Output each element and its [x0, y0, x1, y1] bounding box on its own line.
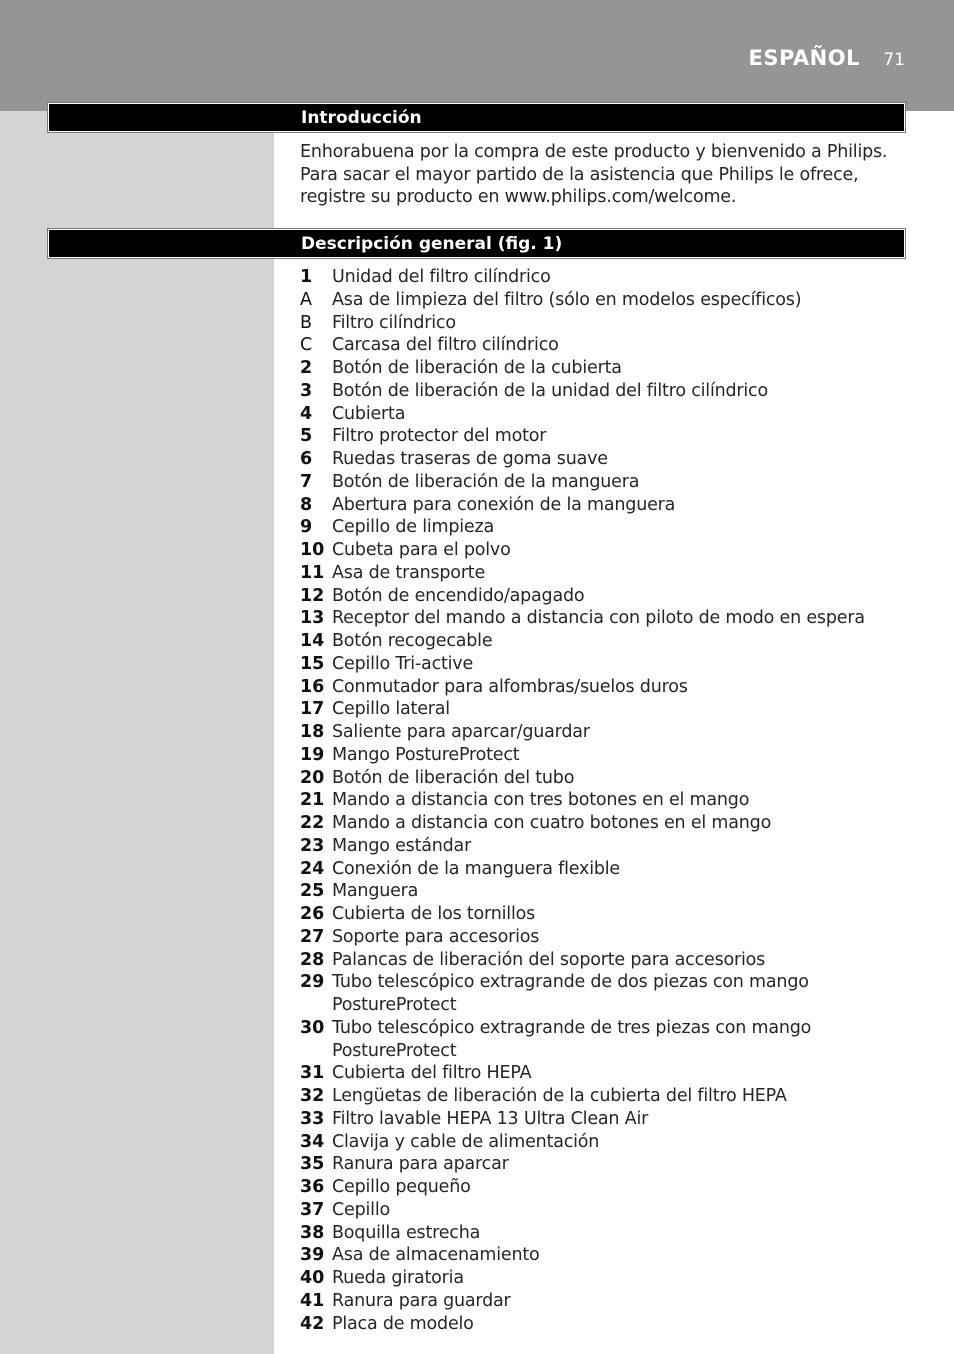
- part-label: Carcasa del filtro cilíndrico: [332, 335, 559, 356]
- part-label: Ranura para aparcar: [332, 1154, 509, 1175]
- list-item: [300, 289, 920, 312]
- list-item: [300, 926, 920, 949]
- part-label: Manguera: [332, 881, 419, 902]
- list-item: [300, 1244, 920, 1267]
- part-number: 20: [300, 767, 325, 788]
- part-label: Tubo telescópico extragrande de tres piezas con mango PostureProtect: [332, 1017, 812, 1061]
- list-item: [300, 380, 920, 403]
- part-label: Clavija y cable de alimentación: [332, 1131, 600, 1152]
- part-number: 41: [300, 1290, 325, 1311]
- part-number: 1: [300, 267, 313, 287]
- list-item: [300, 1108, 920, 1131]
- list-item: [300, 1222, 920, 1245]
- part-number: 27: [300, 926, 325, 947]
- part-label: Filtro lavable HEPA 13 Ultra Clean Air: [332, 1108, 649, 1129]
- part-label: Botón de liberación de la cubierta: [332, 358, 622, 378]
- list-item: [300, 357, 920, 380]
- list-item: [300, 1017, 920, 1063]
- part-label: Mango estándar: [332, 835, 472, 856]
- list-item: [300, 585, 920, 608]
- part-label: Asa de transporte: [332, 562, 486, 583]
- list-item: [300, 698, 920, 721]
- part-label: Tubo telescópico extragrande de dos piezas con mango PostureProtect: [332, 972, 809, 1015]
- part-number: 37: [300, 1199, 325, 1220]
- part-number: B: [300, 312, 313, 333]
- part-label: Cubierta del filtro HEPA: [332, 1063, 532, 1084]
- part-label: Cubierta de los tornillos: [332, 904, 536, 924]
- list-item: [300, 835, 920, 858]
- part-number: 32: [300, 1086, 325, 1106]
- part-number: 13: [300, 608, 325, 629]
- list-item: [300, 607, 920, 630]
- part-label: Asa de almacenamiento: [332, 1245, 540, 1266]
- list-item: [300, 744, 920, 767]
- list-item: [300, 858, 920, 881]
- part-label: Mando a distancia con tres botones en el mango: [332, 790, 750, 811]
- section-header-introduction: [48, 103, 905, 132]
- part-label: Botón de liberación de la manguera: [332, 471, 640, 492]
- part-number: 14: [300, 631, 325, 651]
- part-number: 25: [300, 881, 325, 902]
- list-item: [300, 1062, 920, 1085]
- list-item: [300, 880, 920, 903]
- part-number: 24: [300, 858, 325, 879]
- list-item: [300, 1176, 920, 1199]
- part-label: Cepillo lateral: [332, 699, 450, 720]
- part-number: 36: [300, 1177, 325, 1197]
- part-label: Rueda giratoria: [332, 1268, 464, 1288]
- part-number: 22: [300, 813, 325, 833]
- part-number: 23: [300, 835, 325, 856]
- part-label: Botón de liberación del tubo: [332, 767, 575, 788]
- part-number: 9: [300, 517, 313, 538]
- part-label: Conmutador para alfombras/suelos duros: [332, 676, 688, 697]
- list-item: [300, 1267, 920, 1290]
- list-item: [300, 1199, 920, 1222]
- part-label: Ruedas traseras de goma suave: [332, 449, 608, 469]
- section-title-introduction: Introducción: [301, 108, 422, 128]
- list-item: [300, 949, 920, 972]
- list-item: [300, 494, 920, 517]
- part-number: 17: [300, 699, 325, 720]
- part-number: 28: [300, 949, 325, 970]
- part-label: Soporte para accesorios: [332, 926, 540, 947]
- part-label: Abertura para conexión de la manguera: [332, 494, 676, 515]
- part-number: 12: [300, 585, 325, 606]
- list-item: [300, 1290, 920, 1313]
- part-number: 3: [300, 380, 313, 401]
- part-number: 15: [300, 653, 325, 674]
- part-label: Cubierta: [332, 403, 406, 424]
- list-item: [300, 789, 920, 812]
- part-label: Boquilla estrecha: [332, 1222, 481, 1243]
- part-number: 6: [300, 449, 313, 469]
- list-item: [300, 630, 920, 653]
- part-label: Cepillo: [332, 1199, 390, 1220]
- list-item: [300, 653, 920, 676]
- part-number: 33: [300, 1108, 325, 1129]
- list-item: [300, 1153, 920, 1176]
- part-number: 31: [300, 1063, 325, 1084]
- part-label: Cepillo pequeño: [332, 1177, 471, 1197]
- part-label: Unidad del filtro cilíndrico: [332, 267, 551, 287]
- part-number: C: [300, 335, 313, 356]
- part-number: 30: [300, 1017, 325, 1038]
- part-label: Lengüetas de liberación de la cubierta del filtro HEPA: [332, 1086, 787, 1106]
- part-number: 40: [300, 1268, 325, 1288]
- part-number: 8: [300, 494, 313, 515]
- part-number: A: [300, 289, 312, 310]
- part-label: Filtro protector del motor: [332, 426, 547, 447]
- part-number: 19: [300, 744, 325, 765]
- part-number: 38: [300, 1222, 325, 1243]
- part-label: Placa de modelo: [332, 1313, 474, 1334]
- part-label: Receptor del mando a distancia con piloto de modo en espera: [332, 608, 865, 629]
- part-number: 16: [300, 676, 325, 697]
- part-number: 39: [300, 1245, 325, 1266]
- list-item: [300, 1131, 920, 1154]
- section-header-overview: [48, 229, 905, 258]
- part-label: Mando a distancia con cuatro botones en el mango: [332, 813, 772, 833]
- list-item: [300, 903, 920, 926]
- language-heading: ESPAÑOL: [748, 46, 860, 70]
- part-label: Conexión de la manguera flexible: [332, 858, 620, 879]
- part-label: Cubeta para el polvo: [332, 540, 511, 560]
- part-number: 29: [300, 972, 325, 993]
- list-item: [300, 1085, 920, 1108]
- list-item: [300, 448, 920, 471]
- list-item: [300, 539, 920, 562]
- part-number: 5: [300, 426, 313, 447]
- part-number: 2: [300, 358, 313, 378]
- part-number: 21: [300, 790, 325, 811]
- part-label: Ranura para guardar: [332, 1290, 511, 1311]
- part-label: Botón recogecable: [332, 631, 493, 651]
- list-item: [300, 471, 920, 494]
- list-item: [300, 516, 920, 539]
- part-number: 4: [300, 403, 313, 424]
- part-label: Botón de encendido/apagado: [332, 585, 585, 606]
- list-item: [300, 403, 920, 426]
- part-label: Cepillo de limpieza: [332, 517, 495, 538]
- list-item: [300, 312, 920, 335]
- list-item: [300, 562, 920, 585]
- list-item: [300, 971, 920, 1017]
- parts-list: [300, 266, 920, 1335]
- intro-paragraph: Enhorabuena por la compra de este producto y bienvenido a Philips. Para sacar el mayor partido de la asistencia que Philips le ofrece, registre su producto en www.philips.com/welcome.: [300, 142, 888, 208]
- section-title-overview: Descripción general (fig. 1): [301, 234, 563, 254]
- part-number: 7: [300, 471, 313, 492]
- part-number: 34: [300, 1131, 325, 1152]
- part-label: Saliente para aparcar/guardar: [332, 722, 590, 742]
- page-number: 71: [883, 50, 905, 70]
- part-number: 10: [300, 540, 325, 560]
- list-item: [300, 425, 920, 448]
- part-number: 26: [300, 904, 325, 924]
- list-item: [300, 767, 920, 790]
- list-item: [300, 266, 920, 289]
- part-label: Mango PostureProtect: [332, 744, 520, 765]
- part-label: Botón de liberación de la unidad del filtro cilíndrico: [332, 380, 768, 401]
- list-item: [300, 721, 920, 744]
- list-item: [300, 812, 920, 835]
- list-item: [300, 334, 920, 357]
- list-item: [300, 676, 920, 699]
- part-label: Cepillo Tri-active: [332, 653, 474, 674]
- part-number: 18: [300, 722, 325, 742]
- list-item: [300, 1313, 920, 1336]
- part-label: Filtro cilíndrico: [332, 312, 456, 333]
- part-label: Asa de limpieza del filtro (sólo en modelos específicos): [332, 289, 802, 310]
- part-number: 42: [300, 1313, 325, 1334]
- part-number: 11: [300, 562, 325, 583]
- part-number: 35: [300, 1154, 325, 1175]
- part-label: Palancas de liberación del soporte para accesorios: [332, 949, 766, 970]
- left-margin-column: [0, 111, 274, 1354]
